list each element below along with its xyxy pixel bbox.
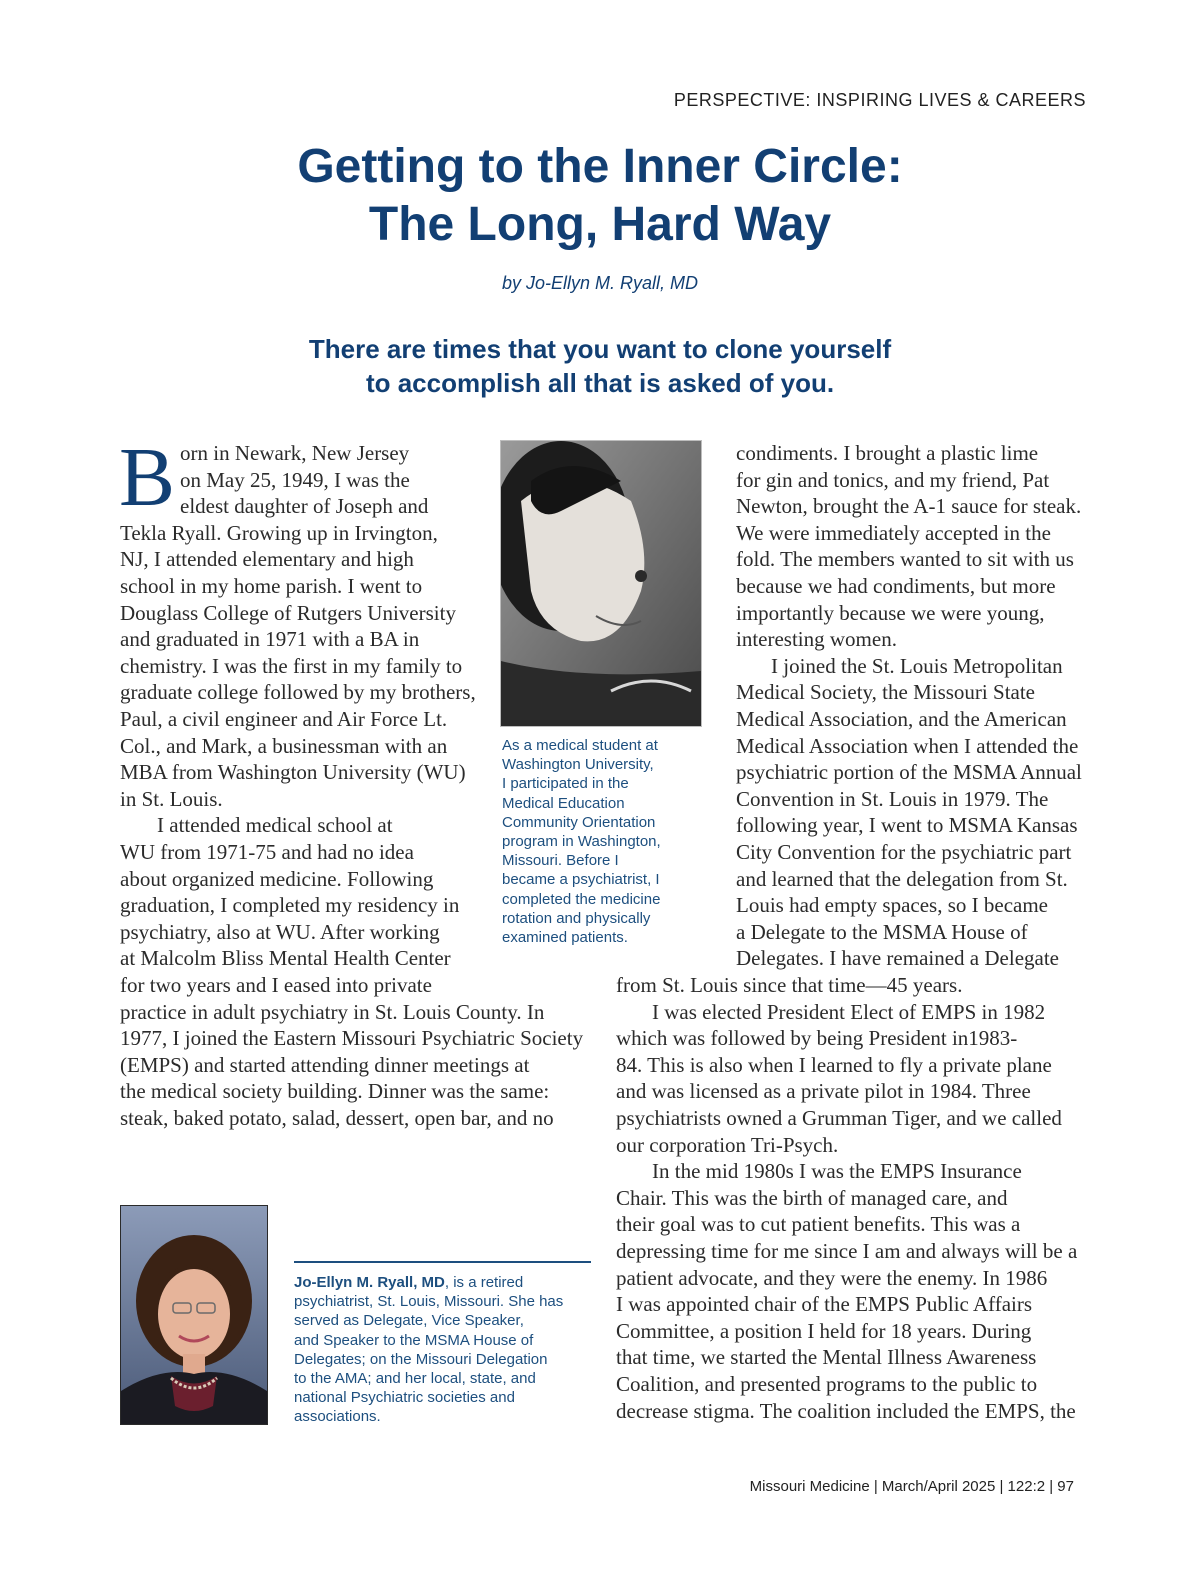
caption-line: program in Washington, [502, 833, 661, 850]
bio-divider [294, 1261, 591, 1263]
body-line: a Delegate to the MSMA House of [736, 919, 1028, 944]
caption-line: Missouri. Before I [502, 852, 619, 870]
page-footer: Missouri Medicine | March/April 2025 | 122:2 | 97 [749, 1478, 1074, 1495]
body-line: psychiatrists owned a Grumman Tiger, and we called [616, 1106, 1062, 1130]
body-line: Douglass College of Rutgers University [120, 600, 456, 625]
title-line-2: The Long, Hard Way [368, 198, 832, 251]
pullquote-line-1: There are times that you want to clone yourself [308, 334, 892, 364]
body-line: and graduated in 1971 with a BA in [120, 627, 420, 652]
pullquote-line-2: to accomplish all that is asked of you. [365, 368, 835, 398]
body-line: Medical Society, the Missouri State [736, 680, 1036, 705]
body-line: for two years and I eased into private [120, 973, 432, 997]
body-line: In the mid 1980s I was the EMPS Insurance [652, 1159, 1022, 1184]
caption-line: examined patients. [502, 929, 628, 946]
title-line-1: Getting to the Inner Circle: [297, 140, 903, 193]
body-line: chemistry. I was the first in my family to [120, 653, 463, 678]
body-line: our corporation Tri-Psych. [616, 1132, 839, 1157]
body-line: 84. This is also when I learned to fly a private plane [616, 1052, 1052, 1077]
body-line: Col., and Mark, a businessman with an [120, 733, 448, 758]
body-line: City Convention for the psychiatric part [736, 840, 1072, 864]
body-line: following year, I went to MSMA Kansas [736, 813, 1078, 838]
body-line: school in my home parish. I went to [120, 574, 423, 598]
body-line: because we had condiments, but more [736, 574, 1056, 598]
body-line: Medical Association, and the American [736, 707, 1067, 731]
body-line: and learned that the delegation from St. [736, 866, 1068, 891]
body-line: condiments. I brought a plastic lime [736, 441, 1039, 465]
bio-first-line [294, 1273, 523, 1292]
body-line: MBA from Washington University (WU) [120, 760, 466, 785]
body-line: that time, we started the Mental Illness Awareness [616, 1345, 1037, 1370]
body-line: I attended medical school at [157, 813, 393, 838]
bio-line: to the AMA; and her local, state, and [294, 1370, 536, 1387]
bio-line: psychiatrist, St. Louis, Missouri. She has [294, 1293, 564, 1311]
body-line: fold. The members wanted to sit with us [736, 547, 1074, 572]
body-line: and was licensed as a private pilot in 1984. Three [616, 1079, 1031, 1104]
body-line: WU from 1971-75 and had no idea [120, 840, 414, 864]
bio-line: served as Delegate, Vice Speaker, [294, 1312, 524, 1330]
body-line: Louis had empty spaces, so I became [736, 893, 1048, 918]
body-line: psychiatric portion of the MSMA Annual [736, 760, 1082, 785]
portrait-icon [120, 1205, 268, 1425]
body-line: practice in adult psychiatry in St. Louis County. In [120, 999, 545, 1024]
body-line: I was elected President Elect of EMPS in 1982 [652, 999, 1046, 1024]
body-line: on May 25, 1949, I was the [180, 467, 410, 492]
article-title [0, 138, 1200, 254]
bio-line: associations. [294, 1408, 381, 1426]
body-line: orn in Newark, New Jersey [180, 441, 410, 465]
body-line: graduate college followed by my brothers, [120, 680, 476, 705]
body-line: which was followed by being President in1983- [616, 1026, 1018, 1051]
bio-line: and Speaker to the MSMA House of [294, 1331, 534, 1349]
body-line: eldest daughter of Joseph and [180, 494, 429, 519]
body-line: psychiatry, also at WU. After working [120, 919, 440, 944]
body-line: Committee, a position I held for 18 years. During [616, 1318, 1032, 1343]
body-line: for gin and tonics, and my friend, Pat [736, 467, 1050, 492]
body-line: graduation, I completed my residency in [120, 893, 460, 918]
byline: by Jo-Ellyn M. Ryall, MD [501, 273, 699, 293]
body-line: in St. Louis. [120, 786, 223, 811]
drop-cap: B [119, 431, 176, 524]
body-line: 1977, I joined the Eastern Missouri Psychiatric Society [120, 1026, 584, 1051]
body-line: their goal was to cut patient benefits. This was a [616, 1212, 1021, 1237]
body-line: Newton, brought the A-1 sauce for steak. [736, 494, 1082, 519]
body-line: (EMPS) and started attending dinner meetings at [120, 1052, 530, 1077]
bio-author-name: Jo-Ellyn M. Ryall, MD [294, 1274, 445, 1291]
bio-line: Delegates; on the Missouri Delegation [294, 1350, 548, 1368]
caption-line: I participated in the [502, 775, 629, 793]
body-line: from St. Louis since that time—45 years. [616, 973, 963, 997]
body-line: decrease stigma. The coalition included the EMPS, the [616, 1398, 1076, 1423]
portrait-drawing [121, 1206, 267, 1424]
body-line: Chair. This was the birth of managed care, and [616, 1185, 1008, 1210]
historical-photo-drawing [501, 441, 701, 726]
body-line: Tekla Ryall. Growing up in Irvington, [120, 520, 438, 545]
body-line: patient advocate, and they were the enemy. In 1986 [616, 1265, 1048, 1290]
caption-line: Medical Education [502, 794, 625, 812]
body-line: Coalition, and presented programs to the public to [616, 1372, 1038, 1396]
body-line: Medical Association when I attended the [736, 733, 1079, 758]
body-line: about organized medicine. Following [120, 866, 434, 891]
body-line: importantly because we were young, [736, 600, 1045, 625]
body-line: interesting women. [736, 627, 897, 652]
body-line: I was appointed chair of the EMPS Public Affairs [616, 1292, 1033, 1317]
caption-line: Washington University, [502, 756, 654, 774]
body-line: We were immediately accepted in the [736, 520, 1051, 545]
body-line: Paul, a civil engineer and Air Force Lt. [120, 707, 448, 731]
bio-line: national Psychiatric societies and [294, 1389, 515, 1407]
pullquote [0, 332, 1200, 400]
caption-line: As a medical student at [502, 737, 658, 754]
section-label: PERSPECTIVE: INSPIRING LIVES & CAREERS [673, 90, 1086, 110]
body-line: at Malcolm Bliss Mental Health Center [120, 946, 451, 971]
caption-line: completed the medicine [502, 890, 661, 908]
body-line: the medical society building. Dinner was the same: [120, 1079, 550, 1104]
body-line: NJ, I attended elementary and high [120, 547, 414, 572]
body-line: steak, baked potato, salad, dessert, open bar, and no [120, 1106, 554, 1130]
body-line: depressing time for me since I am and always will be a [616, 1239, 1078, 1263]
bio-first-line-rest: , is a retired [444, 1274, 524, 1291]
photo-icon [500, 440, 702, 727]
caption-line: Community Orientation [502, 813, 656, 831]
caption-line: became a psychiatrist, I [502, 871, 660, 889]
caption-line: rotation and physically [502, 909, 651, 927]
body-line: I joined the St. Louis Metropolitan [771, 653, 1063, 678]
body-line: Convention in St. Louis in 1979. The [736, 786, 1049, 811]
body-line: Delegates. I have remained a Delegate [736, 946, 1059, 971]
